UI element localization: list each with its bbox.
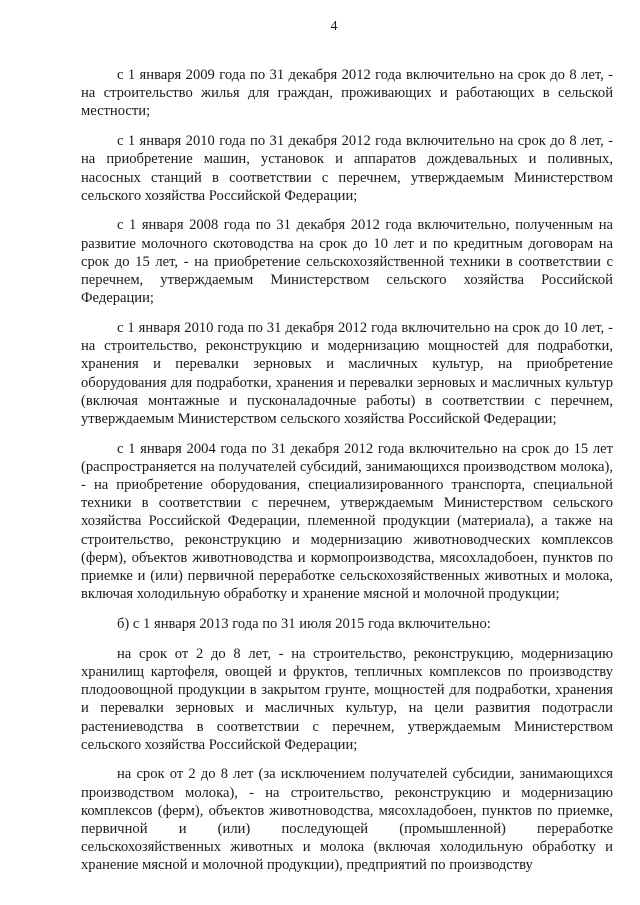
document-body (81, 66, 613, 875)
paragraph-2008-dairy: с 1 января 2008 года по 31 декабря 2012 года включительно, полученным на развитие молочного скотоводства на срок до 10 лет и по кредитным договорам на срок до 15 лет, - на приобретение сельскохозяйственной техники в соответствии с перечнем, утверждаемым Министерством сельского хозяйства Российской Федерации; (81, 217, 613, 307)
paragraph-2004-livestock: с 1 января 2004 года по 31 декабря 2012 года включительно на срок до 15 лет (распространяется на получателей субсидий, занимающихся производством молока), - на приобретение оборудования, специализированного транспорта, специальной техники в соответствии с перечнем, утверждаемым Министерством сельского хозяйства Российской Федерации, племенной продукции (материала), а также на строительство, реконструкцию и модернизацию животноводческих комплексов (ферм), объектов животноводства и кормопроизводства, мясохладобоен, пунктов по приемке и (или) первичной переработке сельскохозяйственных животных и молока, включая холодильную обработку и хранение мясной и молочной продукции; (81, 440, 613, 603)
paragraph-2009-housing: с 1 января 2009 года по 31 декабря 2012 года включительно на срок до 8 лет, - на строительство жилья для граждан, проживающих и работающих в сельской местности; (81, 67, 613, 120)
paragraph-section-b: б) с 1 января 2013 года по 31 июля 2015 года включительно: (117, 615, 491, 632)
paragraph-2010-grain: с 1 января 2010 года по 31 декабря 2012 года включительно на срок до 10 лет, - на строительство, реконструкцию и модернизацию мощностей для подработки, хранения и перевалки зерновых и масличных культур, на приобретение оборудования для подработки, хранения и перевалки зерновых и масличных культур (включая монтажные и пусконаладочные работы) в соответствии с перечнем, утверждаемым Министерством сельского хозяйства Российской Федерации; (81, 319, 613, 427)
paragraph-2-8-storage: на срок от 2 до 8 лет, - на строительство, реконструкцию, модернизацию хранилищ картофеля, овощей и фруктов, тепличных комплексов по производству плодоовощной продукции в закрытом грунте, мощностей для подработки, хранения и перевалки зерновых и масличных культур, на цели развития подотрасли растениеводства в соответствии с перечнем, утверждаемым Министерством сельского хозяйства Российской Федерации; (81, 645, 613, 753)
page-number: 4 (330, 19, 338, 34)
paragraph-2-8-farms: на срок от 2 до 8 лет (за исключением получателей субсидии, занимающихся производством молока), - на строительство, реконструкцию и модернизацию комплексов (ферм), объектов животноводства, мясохладобоен, пунктов по приемке, первичной и (или) последующей (промышленной) переработке сельскохозяйственных животных и молока (включая холодильную обработку и хранение мясной и молочной продукции), предприятий по производству (81, 766, 613, 874)
paragraph-2010-irrigation: с 1 января 2010 года по 31 декабря 2012 года включительно на срок до 8 лет, - на приобретение машин, установок и аппаратов дождевальных и поливных, насосных станций в соответствии с перечнем, утверждаемым Министерством сельского хозяйства Российской Федерации; (81, 133, 613, 204)
